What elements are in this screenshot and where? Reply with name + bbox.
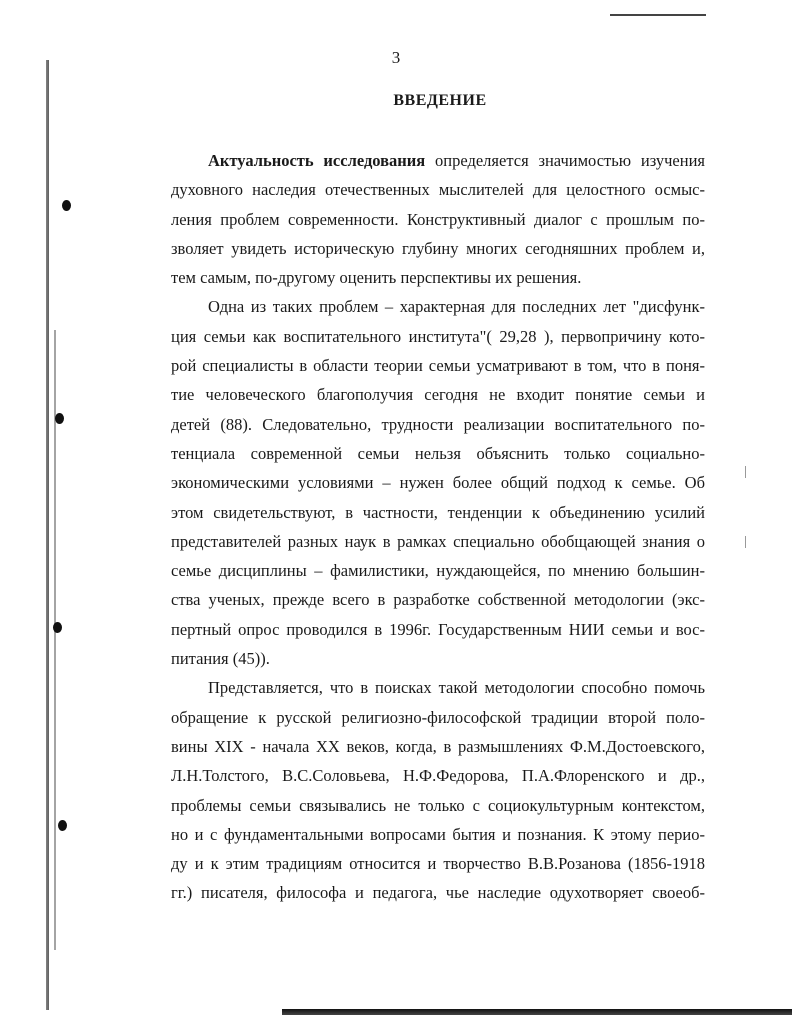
paragraph-2 xyxy=(171,292,705,673)
text-line: ления проблем современности. Конструктивный диалог с прошлым по- xyxy=(171,209,705,229)
text-line: Одна из таких проблем – характерная для последних лет "дисфунк- xyxy=(208,297,705,317)
text-line: представителей разных наук в рамках специально обобщающей знания о xyxy=(171,531,705,551)
scan-mark xyxy=(745,466,746,478)
text-line: Л.Н.Толстого, В.С.Соловьева, Н.Ф.Федорова, П.А.Флоренского и др., xyxy=(171,766,705,786)
text-line: пертный опрос проводился в 1996г. Государственным НИИ семьи и вос- xyxy=(171,619,705,639)
document-body xyxy=(171,146,705,908)
text-line: но и с фундаментальными вопросами бытия и познания. К этому перио- xyxy=(171,824,705,844)
scan-edge-left-inner xyxy=(54,330,56,950)
paragraph-3 xyxy=(171,673,705,907)
punch-hole-2 xyxy=(55,413,64,424)
text-line: детей (88). Следовательно, трудности реализации воспитательного по- xyxy=(171,414,705,434)
text-line: проблемы семьи связывались не только с социокультурным контекстом, xyxy=(171,795,705,815)
text-line: рой специалисты в области теории семьи усматривают в том, что в поня- xyxy=(171,356,705,376)
text-line: вины XIX - начала XX веков, когда, в размышлениях Ф.М.Достоевского, xyxy=(171,736,705,756)
text-line: тем самым, по-другому оценить перспективы их решения. xyxy=(171,268,582,288)
punch-hole-3 xyxy=(53,622,62,633)
text-line: экономическими условиями – нужен более общий подход к семье. Об xyxy=(171,473,705,493)
text-line: тенциала современной семьи нельзя объяснить только социально- xyxy=(171,443,705,463)
page-title: ВВЕДЕНИЕ xyxy=(393,92,487,109)
text-line: ства ученых, прежде всего в разработке собственной методологии (экс- xyxy=(171,590,705,610)
text-line: ду и к этим традициям относится и творчество В.В.Розанова (1856-1918 xyxy=(171,854,705,874)
text-line: этом свидетельствуют, в частности, тенденции к объединению усилий xyxy=(171,502,705,522)
text-line: питания (45)). xyxy=(171,649,270,669)
paragraph-1 xyxy=(171,146,705,292)
text-line: Актуальность исследования определяется значимостью изучения xyxy=(208,151,705,170)
punch-hole-4 xyxy=(58,820,67,831)
text-line: зволяет увидеть историческую глубину многих сегодняшних проблем и, xyxy=(171,238,705,258)
scan-edge-left xyxy=(46,60,49,1010)
text-line: тие человеческого благополучия сегодня не входит понятие семьи и xyxy=(171,385,705,405)
punch-hole-1 xyxy=(62,200,71,211)
scan-edge-bottom xyxy=(282,1009,792,1015)
text-line: семье дисциплины – фамилистики, нуждающейся, по мнению большин- xyxy=(171,561,705,581)
text-line: ция семьи как воспитательного института"( 29,28 ), первопричину кото- xyxy=(171,326,705,346)
text-line: гг.) писателя, философа и педагога, чье наследие одухотворяет своеоб- xyxy=(171,883,705,903)
text-line: Представляется, что в поисках такой методологии способно помочь xyxy=(208,678,705,698)
text-line: обращение к русской религиозно-философской традиции второй поло- xyxy=(171,707,705,727)
scan-mark xyxy=(745,536,746,548)
scan-edge-top xyxy=(610,14,706,16)
lead-phrase: Актуальность исследования xyxy=(208,151,426,170)
page-number: 3 xyxy=(391,48,401,67)
text-line: духовного наследия отечественных мыслителей для целостного осмыс- xyxy=(171,180,705,200)
